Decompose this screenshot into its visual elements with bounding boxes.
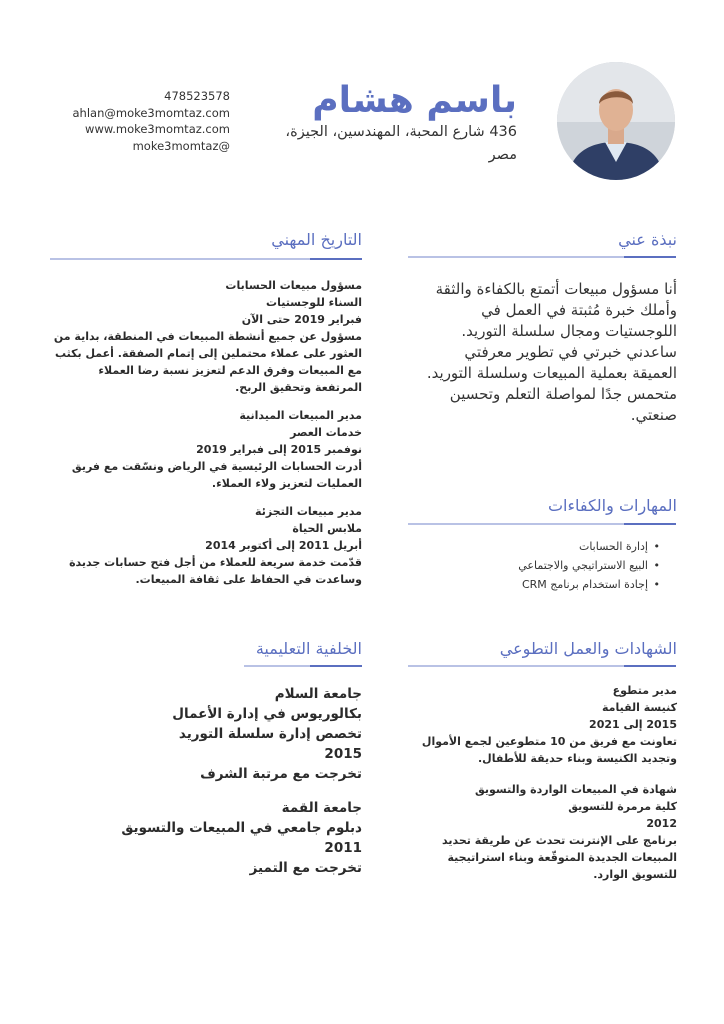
job-role: مسؤول مبيعات الحسابات	[225, 279, 362, 292]
cert-period: 2015 إلى 2021	[589, 718, 677, 731]
institution: جامعة القمة	[281, 800, 362, 816]
job-description: أدرت الحسابات الرئيسية في الرياض ونسّقت مع فريق العمليات لتعزيز ولاء العملاء.	[71, 460, 362, 490]
cert-entry	[402, 682, 677, 767]
job-company: ملابس الحياة	[292, 522, 362, 535]
cert-entry	[402, 781, 677, 883]
email-address[interactable]: ahlan@moke3momtaz.com	[72, 105, 230, 120]
career-list	[52, 277, 362, 599]
skills-divider	[408, 523, 676, 525]
skill-item: • إدارة الحسابات	[422, 537, 662, 556]
about-title: نبذة عني	[618, 230, 677, 249]
cert-organization: كلية مرمرة للتسويق	[568, 800, 677, 813]
about-divider	[408, 256, 676, 258]
education-entry	[52, 798, 362, 878]
job-period: نوفمبر 2015 إلى فبراير 2019	[196, 443, 362, 456]
institution: جامعة السلام	[274, 686, 362, 702]
website-link[interactable]: www.moke3momtaz.com	[85, 122, 230, 136]
honors: تخرجت مع مرتبة الشرف	[200, 766, 362, 782]
job-company: خدمات العصر	[290, 426, 362, 439]
job-entry	[52, 503, 362, 588]
cert-description: برنامج على الإنترنت تحدث عن طريقة تحديد المبيعات الجديدة المتوقّعة وبناء استراتيجية للتسويق الوارد.	[442, 834, 677, 881]
cert-title: شهادة في المبيعات الواردة والتسويق	[474, 783, 677, 796]
career-title: التاريخ المهني	[271, 230, 362, 249]
job-company: السناء للوجستيات	[266, 296, 362, 309]
profile-photo	[557, 62, 675, 180]
person-portrait-icon	[557, 62, 675, 180]
address: 436 شارع المحبة، المهندسين، الجيزة، مصر	[285, 124, 517, 163]
about-text: أنا مسؤول مبيعات أتمتع بالكفاءة والثقة وأملك خبرة مُثبتة في العمل في اللوجستيات ومجال سلسلة التوريد. ساعدني خبرتي في تطوير معرفتي العميقة بعملية المبيعات وسلسلة التوريد. متحمس جدًا لمواصلة التعلم وتحسين صنعتي.	[426, 280, 677, 424]
graduation-year: 2015	[324, 746, 362, 762]
skill-item: • إجادة استخدام برنامج CRM	[422, 575, 662, 594]
education-list	[52, 684, 362, 892]
education-divider	[244, 665, 362, 667]
job-period: فبراير 2019 حتى الآن	[241, 313, 362, 326]
skill-item: • البيع الاستراتيجي والاجتماعي	[422, 556, 662, 575]
cert-description: تعاونت مع فريق من 10 متطوعين لجمع الأموال وتجديد الكنيسة وبناء حديقة للأطفال.	[421, 735, 677, 765]
phone-number: 478523578	[164, 89, 230, 103]
honors: تخرجت مع التميز	[249, 860, 362, 876]
job-role: مدير المبيعات الميدانية	[239, 409, 362, 422]
job-entry	[52, 277, 362, 396]
graduation-year: 2011	[324, 840, 362, 856]
certs-list	[402, 682, 677, 897]
contact-block	[40, 88, 230, 154]
career-divider	[50, 258, 362, 260]
education-title: الخلفية التعليمية	[255, 639, 362, 658]
degree: بكالوريوس في إدارة الأعمال	[172, 706, 362, 722]
job-period: أبريل 2011 إلى أكتوبر 2014	[205, 539, 362, 552]
job-description: مسؤول عن جميع أنشطة المبيعات في المنطقة، بداية من العثور على عملاء محتملين إلى إتمام الصفقة. أعمل بكثب مع المبيعات وفرق الدعم لتعزيز نسبة رضا العملاء المرتفعة وتحقيق الربح.	[53, 330, 362, 394]
certs-title: الشهادات والعمل التطوعي	[499, 639, 677, 658]
cert-period: 2012	[646, 817, 677, 830]
job-role: مدير مبيعات التجزئة	[255, 505, 362, 518]
cert-organization: كنيسة القيامة	[602, 701, 677, 714]
certs-divider	[408, 665, 676, 667]
skills-list	[422, 537, 662, 594]
social-handle: moke3momtaz@	[132, 138, 230, 153]
job-entry	[52, 407, 362, 492]
education-entry	[52, 684, 362, 784]
job-description: قدّمت خدمة سريعة للعملاء من أجل فتح حسابات جديدة وساعدت في الحفاظ على ثقافة المبيعات.	[69, 556, 362, 586]
cert-title: مدير متطوع	[612, 684, 677, 697]
specialization: تخصص إدارة سلسلة التوريد	[178, 726, 362, 742]
skills-title: المهارات والكفاءات	[547, 496, 677, 515]
full-name: باسم هشام	[312, 80, 517, 121]
degree: دبلوم جامعي في المبيعات والتسويق	[121, 820, 362, 836]
